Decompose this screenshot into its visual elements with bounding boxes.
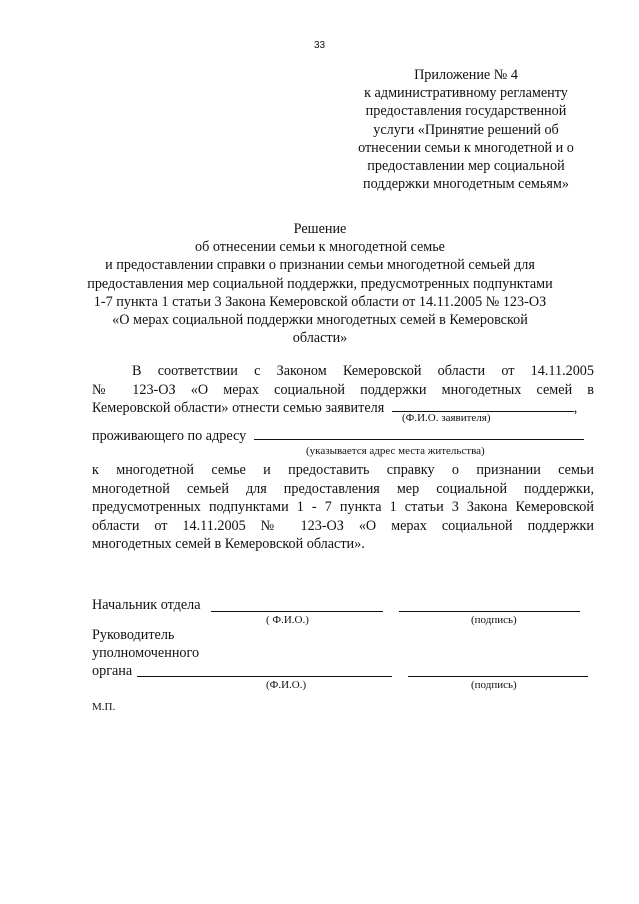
appendix-line: услуги «Принятие решений об: [373, 121, 559, 138]
head-of-department-label: Начальник отдела: [92, 597, 201, 613]
applicant-fio-caption: (Ф.И.О. заявителя): [402, 412, 491, 424]
manager-fio-caption: (Ф.И.О.): [266, 679, 307, 691]
body-line: предусмотренных подпунктами 1 - 7 пункта 1 статьи 3 Закона Кемеровской: [92, 499, 594, 515]
body-line: многодетной семьей для предоставления мер социальной поддержки,: [92, 480, 594, 497]
title-line: 1-7 пункта 1 статьи 3 Закона Кемеровской области от 14.11.2005 № 123-ОЗ: [93, 293, 547, 310]
applicant-fio-field[interactable]: [392, 399, 574, 412]
body-line-text: Кемеровской области» отнести семью заявителя: [92, 400, 385, 416]
title-line: предоставления мер социальной поддержки, предусмотренных подпунктами: [87, 275, 553, 292]
appendix-line: Приложение № 4: [414, 67, 518, 83]
title-line: об отнесении семьи к многодетной семье: [195, 239, 445, 256]
appendix-line: отнесении семьи к многодетной и о: [358, 139, 574, 156]
title-line: Решение: [293, 221, 347, 237]
body-line-applicant: [92, 399, 594, 418]
head-fio-caption: ( Ф.И.О.): [266, 614, 309, 626]
address-label: проживающего по адресу: [92, 428, 247, 444]
manager-label-line: уполномоченного: [92, 645, 200, 661]
appendix-line: поддержки многодетным семьям»: [363, 176, 569, 193]
appendix-line: предоставления государственной: [365, 103, 567, 120]
title-line: и предоставлении справки о признании семьи многодетной семьей для: [105, 257, 535, 274]
manager-fio-line[interactable]: [137, 676, 392, 677]
body-line: В соответствии с Законом Кемеровской области от 14.11.2005: [132, 363, 594, 379]
page-number: 33: [313, 40, 326, 51]
manager-signature-line[interactable]: [408, 676, 588, 677]
appendix-line: к административному регламенту: [364, 85, 568, 102]
title-line: области»: [292, 330, 348, 347]
address-field[interactable]: [254, 427, 584, 440]
appendix-line: предоставлении мер социальной: [367, 158, 565, 175]
head-signature-caption: (подпись): [471, 614, 517, 626]
paragraph-2: [92, 461, 594, 554]
appendix-header: [338, 66, 594, 193]
title-line: «О мерах социальной поддержки многодетных семей в Кемеровской: [112, 312, 528, 329]
paragraph-1: [92, 362, 594, 418]
body-line: многодетных семей в Кемеровской области».: [92, 536, 365, 552]
head-signature-line[interactable]: [399, 611, 580, 612]
body-line: к многодетной семье и предоставить справку о признании семьи: [92, 462, 594, 478]
body-line: № 123-ОЗ «О мерах социальной поддержки многодетных семей в: [92, 381, 594, 398]
manager-label-line: Руководитель: [92, 627, 175, 643]
body-line: области от 14.11.2005 № 123-ОЗ «О мерах социальной поддержки: [92, 517, 594, 534]
comma: ,: [573, 400, 578, 416]
address-caption: (указывается адрес места жительства): [306, 445, 485, 457]
decision-title: [60, 220, 580, 347]
stamp-place-label: М.П.: [92, 701, 116, 713]
head-fio-line[interactable]: [211, 611, 383, 612]
manager-signature-caption: (подпись): [471, 679, 517, 691]
address-row: [92, 427, 594, 446]
manager-label-line: органа: [92, 663, 133, 679]
